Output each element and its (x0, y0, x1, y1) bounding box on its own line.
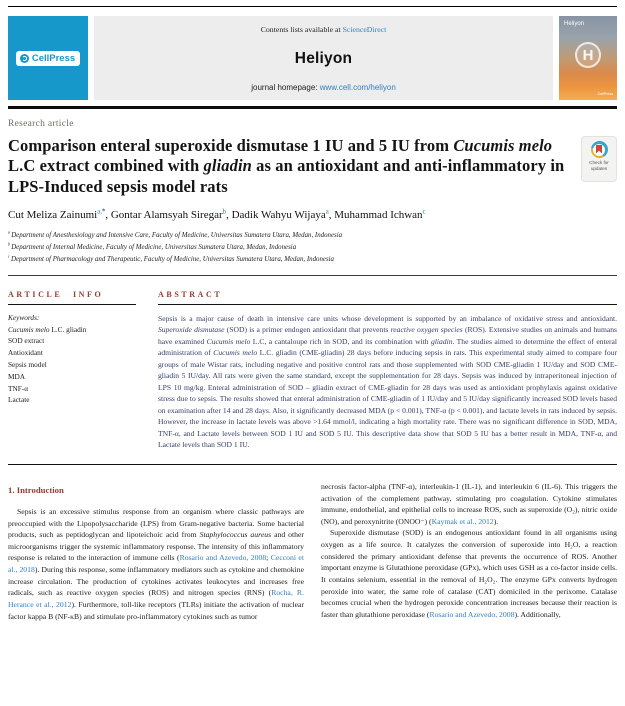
abstract-divider (8, 464, 617, 465)
article-info-rule (8, 304, 136, 305)
affiliation-b: $^b$ Department of Internal Medicine, Faculty of Medicine, Universitas Sumatera Utara, Medan, Indonesia (8, 241, 297, 252)
abstract-text: Sepsis is a major cause of death in intensive care units whose development is supported by an imbalance of oxidative stress and antioxidant. Superoxide dismutase (SOD) is a primer endogen antioxidant that prevents reactive oxygen species (ROS). Extensive studies on animals and humans have examined Cucumis melo L.C, a cantaloupe rich in SOD, and its combination with gliadin. The studies aimed to determine the effect of enteral administration of Cucumis melo L.C. gliadin (CME-gliadin) 28 days before inducing sepsis in rats. This experimental study aimed to compare four groups of male Wistar rats, including negative and positive control rats and those supplemented with SOD CME-gliadin 1 IU/day and SOD CME-gliadin 5 IU/day. All rats were given the same standard, except the supplementation for 28 days. Sepsis was induced by intraperitoneal injection of LPS 10 mg/kg. Enteral administration of SOD – gliadin extract of CME-gliadin for 28 days was used as antioxidant prophylaxis against oxidative stress due to sepsis. The results showed that enteral administration of CME-gliadin of 1 IU/day and 5 IU/day significantly increased SOD levels based on examination after 14 and 28 days. Also, it significantly decreased MDA (p < 0.001), TNF-α (p < 0.001), and lactate levels in rats induced by sepsis. However, the increase in lactate levels was above >1.64 mmol/l, indicating a high mortality rate. There was no significant difference in SOD, MDA, TNF-α, and Lactate levels between SOD 1 IU and SOD 5 IU. This descriptive data show that SOD 5 IU has a better result in MDA, TNF-α, and Lactate levels than SOD 1 IU. (158, 313, 617, 450)
heliyon-h-icon: H (575, 42, 601, 68)
section-heading-introduction: 1. Introduction (8, 484, 64, 495)
citation-link[interactable]: Kaymak et al., 2012 (431, 516, 494, 526)
affiliations-divider (8, 275, 617, 276)
journal-banner (94, 16, 553, 100)
author-line: Cut Meliza Zainumi$^{a,*}$, Gontar Alamsyah Siregar$^b$, Dadik Wahyu Wijaya$^a$, Muhammad Ichwan$^c$ (8, 208, 426, 222)
check-for-updates-badge[interactable] (581, 136, 617, 182)
article-info-column (8, 290, 136, 451)
keywords-label: Keywords: (8, 312, 40, 322)
citation-link[interactable]: Rocha, R. Herance et al., 2012 (8, 588, 304, 609)
keyword-item: Cucumis melo L.C. gliadin (8, 324, 87, 334)
article-type-label: Research article (8, 119, 74, 129)
header-divider (8, 106, 617, 109)
keyword-item: Sepsis model (8, 360, 47, 369)
journal-title: Heliyon (294, 49, 353, 67)
keyword-item: MDA (8, 371, 26, 381)
abstract-column (158, 290, 617, 451)
body-left-column (8, 481, 304, 622)
cellpress-mark-icon (20, 54, 29, 63)
cellpress-logo[interactable] (8, 16, 88, 100)
keyword-item: SOD extract (8, 336, 45, 346)
keyword-item: Antioxidant (8, 348, 43, 358)
affiliations (8, 230, 617, 265)
citation-link[interactable]: Rosario and Azevedo, 2008 (179, 553, 267, 563)
sciencedirect-link[interactable]: ScienceDirect (342, 25, 387, 34)
affiliation-a: $^a$ Department of Anesthesiology and Intensive Care, Faculty of Medicine, Universitas Sumatera Utara, Medan, Indonesia (8, 230, 343, 240)
crossmark-icon (591, 141, 608, 158)
article-body (8, 481, 617, 622)
body-right-column (321, 481, 617, 622)
contents-prefix: Contents lists available at (260, 25, 343, 34)
keyword-item: TNF-α (8, 383, 29, 393)
homepage-link[interactable]: www.cell.com/heliyon (319, 83, 396, 92)
check-updates-label: Check for updates (589, 160, 609, 171)
top-rule (8, 6, 617, 7)
cellpress-logo-label: CellPress (31, 52, 76, 64)
affiliation-c: $^c$ Department of Pharmacology and Therapeutic, Faculty of Medicine, Universitas Sumatera Utara, Medan, Indonesia (8, 253, 335, 263)
homepage-line (251, 83, 396, 92)
journal-cover-thumbnail[interactable] (559, 16, 617, 100)
abstract-rule (158, 304, 617, 305)
journal-header (8, 16, 617, 100)
homepage-prefix: journal homepage: (251, 83, 320, 92)
article-info-heading: ARTICLE INFO (8, 289, 104, 299)
citation-link[interactable]: Cecconi et al., 2018 (8, 553, 304, 575)
intro-paragraph: Sepsis is an excessive stimulus response from an organism where classic pathways are preoccupied with the Lipopolysaccharide (LPS) from Gram-negative bacteria. Some bacterial products, such as peptidoglycan and lipoteichoic acid from Staphylococcus aureus and other microorganisms trigger the systemic inflammatory response. The intensity of this inflammatory response is related to the interaction of immune cells (Rosario and Azevedo, 2008; Cecconi et al., 2018). During this response, some inflammatory mediators such as cytokine and chemokine increase circulation. The production of cytokines activates leukocytes and increases free radicals, such as reactive oxygen species (ROS) and nitrogen species (RNS) (Rocha, R. Herance et al., 2012). Furthermore, toll-like receptors (TLRs) initiate the activation of nuclear factor kappa B (NF-κB) and stimulate pro-inflammatory cytokines such as tumor (8, 506, 305, 621)
keyword-item: Lactate (8, 395, 30, 405)
cover-journal-name: Heliyon (564, 21, 585, 27)
abstract-heading: ABSTRACT (158, 289, 223, 299)
page-title: Comparison enteral superoxide dismutase 1 IU and 5 IU from Cucumis melo L.C extract combined with gliadin as an antioxidant and anti-inflammatory in LPS-Induced sepsis model rats (8, 136, 565, 196)
citation-link[interactable]: Rosario and Azevedo, 2008 (429, 609, 515, 619)
intro-paragraph-continued: necrosis factor-alpha (TNF-α), interleukin-1 (IL-1), and interleukin 6 (IL-6). This triggers the activation of the complement pathway, stimulating pro coagulation. Cytokine stimulates immune, endothelial, and epithelial cells to increase ROS, such as superoxide (O₂), nitric oxide (NO), and peroxynitrite (ONOO⁻) (Kaymak et al., 2012). (321, 481, 617, 526)
contents-line (261, 25, 387, 34)
sod-paragraph: Superoxide dismutase (SOD) is an endogenous antioxidant found in all organisms using oxygen as a life source. It catalyzes the conversion of superoxide into H₂O, a reaction considered the primary antioxidant defense that prevents the occurrence of ROS. Another important enzyme is Glutathione peroxidase (GPx), which uses GSH as a co-factor inside cells. It contains selenium, essential in the removal of H₂O₂. The enzyme GPx converts hydrogen peroxide into water, the same role of catalase (CAT) domiciled in the perixome. Catalase becomes crucial when the hydrogen peroxide concentration increases because their reaction is faster than glutathione peroxidase (Rosario and Azevedo, 2008). Additionally, (321, 528, 617, 619)
cover-brand-label: CellPress (597, 92, 613, 96)
